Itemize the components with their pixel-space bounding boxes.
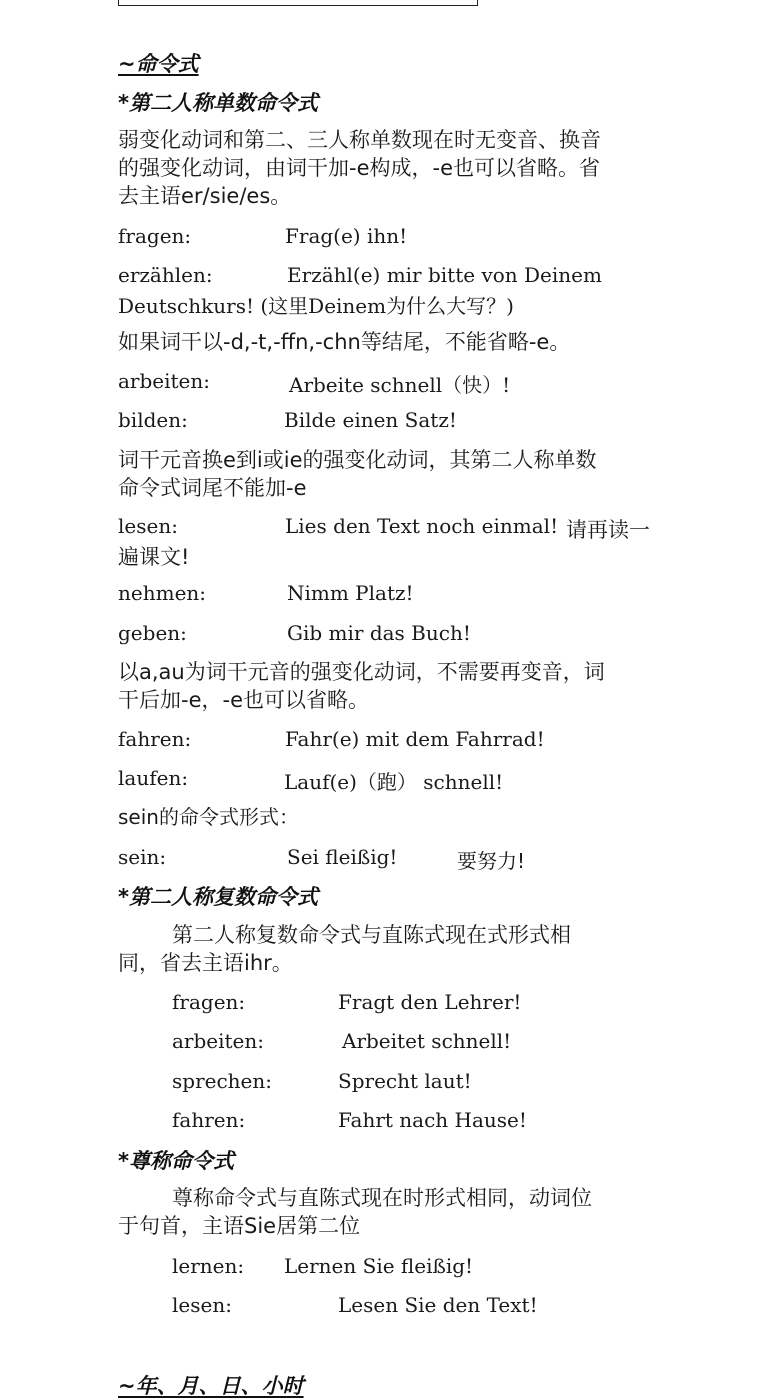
example-sentence: Fahr(e) mit dem Fahrrad! — [285, 727, 545, 751]
example-sentence: Lies den Text noch einmal! — [285, 514, 559, 538]
example-sentence: Sprecht laut! — [338, 1069, 472, 1093]
singular-intro — [118, 126, 601, 210]
example-verb: fragen: — [118, 224, 192, 248]
example-verb: sein: — [118, 845, 167, 869]
example-sentence: Bilde einen Satz! — [284, 408, 457, 432]
example-sentence: Arbeitet schnell! — [342, 1029, 512, 1053]
example-sentence: Lernen Sie fleißig! — [284, 1254, 474, 1278]
rule-line: 命令式词尾不能加-e — [118, 476, 307, 500]
rule-a-au — [118, 658, 605, 714]
singular-intro-line: 的强变化动词，由词干加-e构成，-e也可以省略。省 — [118, 156, 600, 180]
example-verb: lernen: — [172, 1254, 245, 1278]
example-sentence: Fragt den Lehrer! — [338, 990, 522, 1014]
section-title-imperative: ~命令式 — [118, 52, 199, 76]
rule-d-t: 如果词干以-d,-t,-ffn,-chn等结尾，不能省略-e。 — [118, 330, 571, 354]
example-verb: fahren: — [172, 1108, 246, 1132]
polite-intro-line: 尊称命令式与直陈式现在时形式相同，动词位 — [172, 1186, 592, 1210]
rule-line: 以a,au为词干元音的强变化动词，不需要再变音，词 — [118, 660, 605, 684]
example-translation-continued: 遍课文! — [118, 545, 190, 569]
example-verb: laufen: — [118, 766, 189, 790]
example-sentence: Lauf(e)（跑） schnell! — [284, 770, 504, 794]
plural-intro — [118, 921, 571, 977]
rule-line: 词干元音换e到i或ie的强变化动词，其第二人称单数 — [118, 448, 597, 472]
example-verb: bilden: — [118, 408, 188, 432]
top-frame — [118, 0, 478, 6]
example-verb: fahren: — [118, 727, 192, 751]
example-verb: geben: — [118, 621, 187, 645]
example-translation: 要努力! — [457, 849, 526, 873]
example-sentence: Lesen Sie den Text! — [338, 1293, 538, 1317]
example-verb: fragen: — [172, 990, 246, 1014]
example-verb: erzählen: — [118, 263, 213, 287]
polite-intro — [118, 1184, 592, 1240]
example-sentence-continued: Deutschkurs! (这里Deinem为什么大写？) — [118, 294, 514, 318]
example-verb: lesen: — [172, 1293, 232, 1317]
section-title-plural: *第二人称复数命令式 — [118, 885, 318, 909]
example-verb: arbeiten: — [172, 1029, 265, 1053]
sein-rule: sein的命令式形式： — [118, 805, 299, 829]
example-sentence: Sei fleißig! — [287, 845, 398, 869]
example-verb: nehmen: — [118, 581, 207, 605]
example-sentence: Arbeite schnell（快）! — [289, 373, 511, 397]
example-sentence: Frag(e) ihn! — [285, 224, 408, 248]
plural-intro-line: 第二人称复数命令式与直陈式现在式形式相 — [172, 923, 571, 947]
singular-intro-line: 去主语er/sie/es。 — [118, 184, 292, 208]
section-title-date-time: ~年、月、日、小时 — [118, 1374, 304, 1398]
plural-intro-line: 同，省去主语ihr。 — [118, 951, 293, 975]
rule-e-to-i — [118, 446, 597, 502]
singular-intro-line: 弱变化动词和第二、三人称单数现在时无变音、换音 — [118, 128, 601, 152]
section-title-polite: *尊称命令式 — [118, 1149, 234, 1173]
example-sentence: Gib mir das Buch! — [287, 621, 471, 645]
example-verb: lesen: — [118, 514, 178, 538]
example-verb: arbeiten: — [118, 369, 211, 393]
polite-intro-line: 于句首，主语Sie居第二位 — [118, 1214, 361, 1238]
rule-line: 干后加-e，-e也可以省略。 — [118, 688, 369, 712]
section-title-singular: *第二人称单数命令式 — [118, 91, 318, 115]
example-verb: sprechen: — [172, 1069, 272, 1093]
example-sentence: Fahrt nach Hause! — [338, 1108, 527, 1132]
example-sentence: Nimm Platz! — [287, 581, 414, 605]
example-translation: 请再读一 — [566, 518, 650, 542]
example-sentence: Erzähl(e) mir bitte von Deinem — [287, 263, 602, 287]
